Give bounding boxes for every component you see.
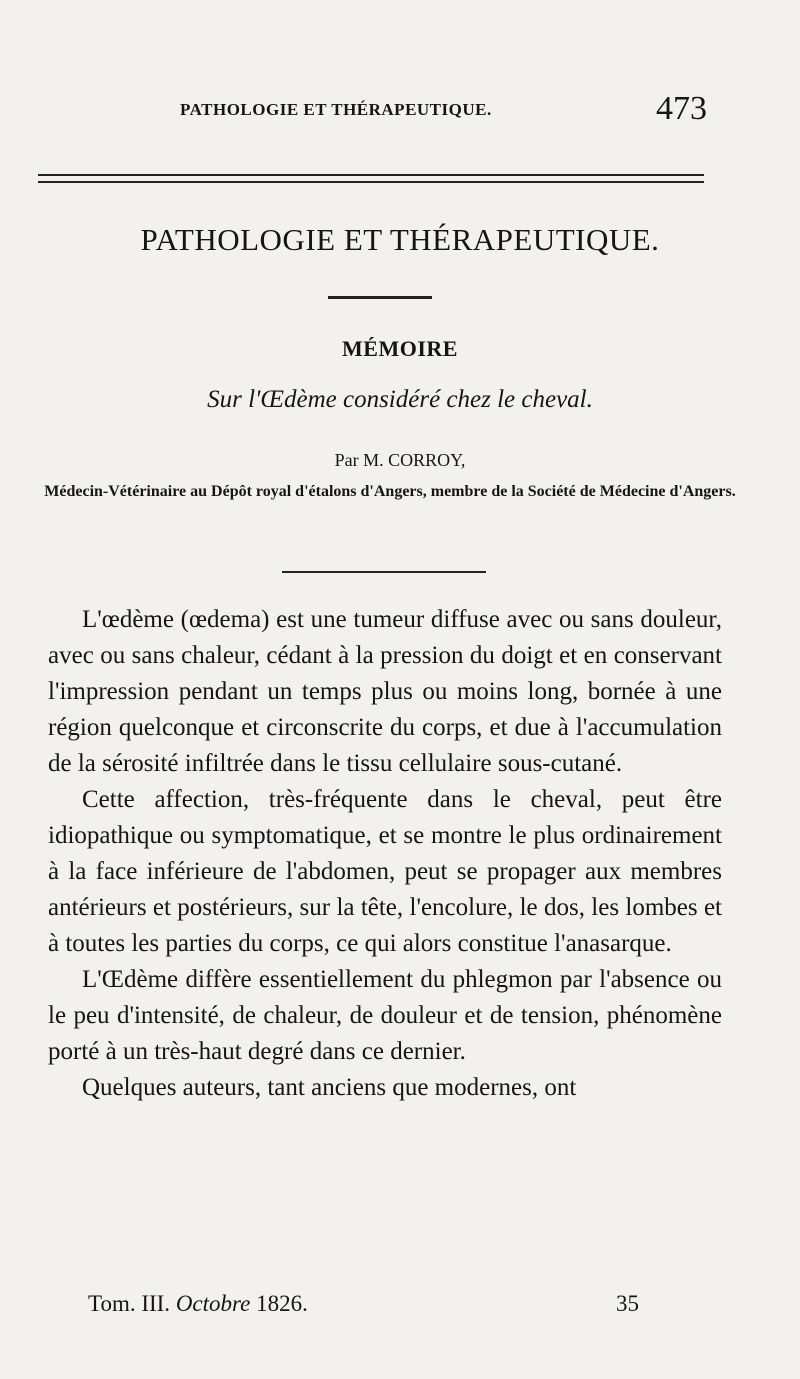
signature-mark: 35 <box>616 1291 639 1316</box>
paragraph: L'Œdème diffère essentiellement du phlegmon par l'absence ou le peu d'intensité, de chaleur, de douleur et de tension, phénomène porté à un très-haut degré dans ce dernier. <box>48 966 722 1065</box>
running-head: PATHOLOGIE ET THÉRAPEUTIQUE. <box>180 100 492 119</box>
page-footer <box>88 1291 648 1317</box>
paragraph: L'œdème (œdema) est une tumeur diffuse avec ou sans douleur, avec ou sans chaleur, cédant à la pression du doigt et en conservant l'impression pendant un temps plus ou moins long, bornée à une région quelconque et circonscrite du corps, et due à l'accumulation de la sérosité infiltrée dans le tissu cellulaire sous-cutané. <box>48 606 722 777</box>
footer-volume: Tom. III. <box>88 1291 171 1316</box>
footer-year: 1826. <box>256 1291 308 1316</box>
paragraph: Quelques auteurs, tant anciens que modernes, ont <box>82 1074 577 1101</box>
paragraph: Cette affection, très-fréquente dans le cheval, peut être idiopathique ou symptomatique, et se montre le plus ordinairement à la face inférieure de l'abdomen, peut se propager aux membres antérieurs et postérieurs, sur la tête, l'encolure, le dos, les lombes et à toutes les parties du corps, ce qui alors constitue l'anasarque. <box>48 786 722 957</box>
body-text <box>48 602 722 1106</box>
title-divider <box>328 296 432 299</box>
header-double-rule <box>38 174 704 183</box>
footer-month: Octobre <box>175 1291 251 1316</box>
author-affiliation: Médecin-Vétérinaire au Dépôt royal d'étalons d'Angers, membre de la Société de Médecine d'Angers. <box>44 483 736 500</box>
memoir-subtitle: Sur l'Œdème considéré chez le cheval. <box>207 386 593 413</box>
author-byline: Par M. CORROY, <box>334 450 466 470</box>
memoir-title: MÉMOIRE <box>342 336 458 361</box>
section-title: PATHOLOGIE ET THÉRAPEUTIQUE. <box>140 222 660 257</box>
body-divider <box>282 571 486 573</box>
page-number: 473 <box>656 90 707 127</box>
